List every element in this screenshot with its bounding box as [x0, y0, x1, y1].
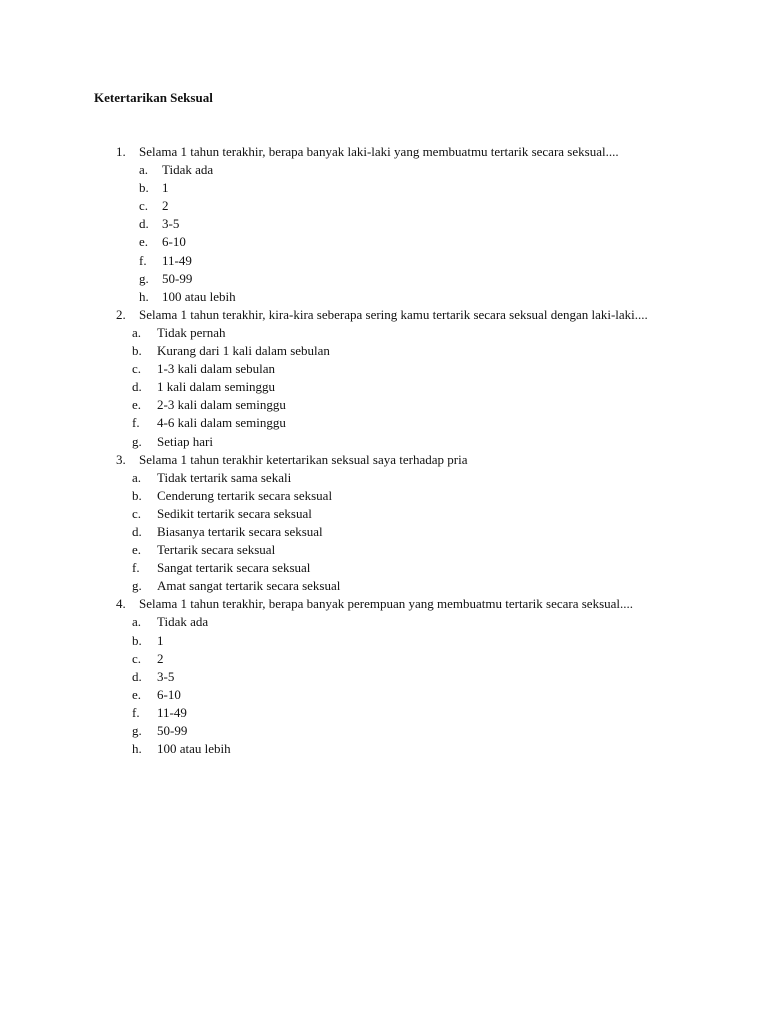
option-text: 50-99 [157, 723, 188, 738]
question-text: Selama 1 tahun terakhir, berapa banyak perempuan yang membuatmu tertarik secara seksual.... [139, 596, 634, 612]
question-list [0, 143, 768, 758]
option-text: Biasanya tertarik secara seksual [157, 523, 323, 539]
option-letter: b. [132, 487, 142, 503]
option-text: 11-49 [157, 704, 187, 720]
option-text: 6-10 [157, 686, 181, 702]
option-text: 3-5 [162, 216, 180, 232]
option-letter: c. [139, 198, 149, 214]
answer-option [0, 342, 768, 360]
option-letter: b. [132, 343, 142, 359]
option-letter: d. [132, 379, 142, 395]
question-text: Selama 1 tahun terakhir, kira-kira seberapa sering kamu tertarik secara seksual dengan laki-laki.... [139, 306, 648, 322]
answer-options [0, 161, 768, 306]
question-2 [0, 306, 768, 451]
option-letter: c. [132, 361, 142, 377]
answer-option [0, 197, 768, 215]
option-text: 100 atau lebih [162, 288, 236, 304]
answer-options [0, 469, 768, 596]
option-text: 1 [162, 180, 169, 196]
document-title: Ketertarikan Seksual [94, 90, 213, 105]
option-letter: a. [139, 162, 149, 178]
question-3 [0, 451, 768, 596]
answer-option [0, 487, 768, 505]
answer-option [0, 650, 768, 668]
answer-option [0, 433, 768, 451]
option-letter: f. [132, 415, 140, 431]
option-text: Tidak ada [162, 162, 214, 178]
option-text: 6-10 [162, 234, 186, 250]
answer-option [0, 215, 768, 233]
option-letter: g. [132, 723, 142, 738]
option-letter: b. [139, 180, 149, 196]
answer-options [0, 613, 768, 758]
option-text: Kurang dari 1 kali dalam sebulan [157, 343, 330, 359]
option-letter: a. [132, 614, 142, 630]
question-1 [0, 143, 768, 306]
option-letter: f. [132, 560, 140, 576]
answer-option [0, 414, 768, 432]
option-text: Tidak pernah [157, 324, 226, 340]
answer-option [0, 360, 768, 378]
option-text: Setiap hari [157, 433, 213, 449]
option-letter: e. [132, 686, 142, 702]
answer-option [0, 613, 768, 631]
answer-option [0, 288, 768, 306]
answer-option [0, 523, 768, 541]
question-number: 1. [116, 144, 126, 159]
option-letter: d. [132, 523, 142, 539]
option-text: Sedikit tertarik secara seksual [157, 505, 312, 521]
answer-option [0, 252, 768, 270]
option-text: Tidak tertarik sama sekali [157, 469, 292, 485]
option-text: 2-3 kali dalam seminggu [157, 397, 286, 413]
question-4 [0, 595, 768, 758]
option-letter: d. [139, 216, 149, 232]
answer-option [0, 632, 768, 650]
answer-option [0, 668, 768, 686]
answer-option [0, 396, 768, 414]
option-letter: b. [132, 632, 142, 648]
question-number: 2. [116, 306, 126, 322]
option-letter: a. [132, 324, 142, 340]
answer-option [0, 469, 768, 487]
option-letter: h. [132, 741, 142, 757]
option-letter: c. [132, 505, 142, 521]
option-text: 2 [162, 198, 169, 214]
option-letter: f. [139, 252, 147, 268]
option-text: 1 [157, 632, 164, 648]
option-letter: a. [132, 469, 142, 485]
question-text: Selama 1 tahun terakhir ketertarikan seksual saya terhadap pria [139, 451, 468, 467]
answer-option [0, 233, 768, 251]
question-number: 4. [116, 596, 126, 612]
question-number: 3. [116, 451, 126, 467]
option-letter: f. [132, 704, 140, 720]
option-letter: e. [139, 234, 149, 250]
option-text: Tidak ada [157, 614, 209, 630]
option-text: 1-3 kali dalam sebulan [157, 361, 276, 377]
option-text: 1 kali dalam seminggu [157, 379, 276, 395]
option-text: 3-5 [157, 668, 175, 684]
answer-option [0, 559, 768, 577]
answer-options [0, 324, 768, 451]
option-text: 2 [157, 650, 164, 666]
option-text: 11-49 [162, 252, 192, 268]
option-letter: g. [139, 270, 149, 286]
option-letter: e. [132, 397, 142, 413]
answer-option [0, 577, 768, 595]
option-text: Amat sangat tertarik secara seksual [157, 578, 341, 594]
answer-option [0, 161, 768, 179]
option-text: Tertarik secara seksual [157, 542, 276, 558]
answer-option [0, 740, 768, 758]
option-letter: g. [132, 433, 142, 449]
option-text: Sangat tertarik secara seksual [157, 560, 311, 576]
option-text: Cenderung tertarik secara seksual [157, 487, 333, 503]
question-text: Selama 1 tahun terakhir, berapa banyak laki-laki yang membuatmu tertarik secara seksual.... [139, 144, 619, 159]
option-letter: c. [132, 650, 142, 666]
option-letter: e. [132, 542, 142, 558]
option-letter: d. [132, 668, 142, 684]
option-text: 4-6 kali dalam seminggu [157, 415, 286, 431]
answer-option [0, 541, 768, 559]
answer-option [0, 686, 768, 704]
answer-option [0, 324, 768, 342]
option-letter: g. [132, 578, 142, 594]
option-text: 100 atau lebih [157, 741, 231, 757]
option-text: 50-99 [162, 270, 193, 286]
answer-option [0, 378, 768, 396]
answer-option [0, 505, 768, 523]
option-letter: h. [139, 288, 149, 304]
answer-option [0, 704, 768, 722]
answer-option [0, 179, 768, 197]
answer-option [0, 270, 768, 288]
answer-option [0, 722, 768, 740]
